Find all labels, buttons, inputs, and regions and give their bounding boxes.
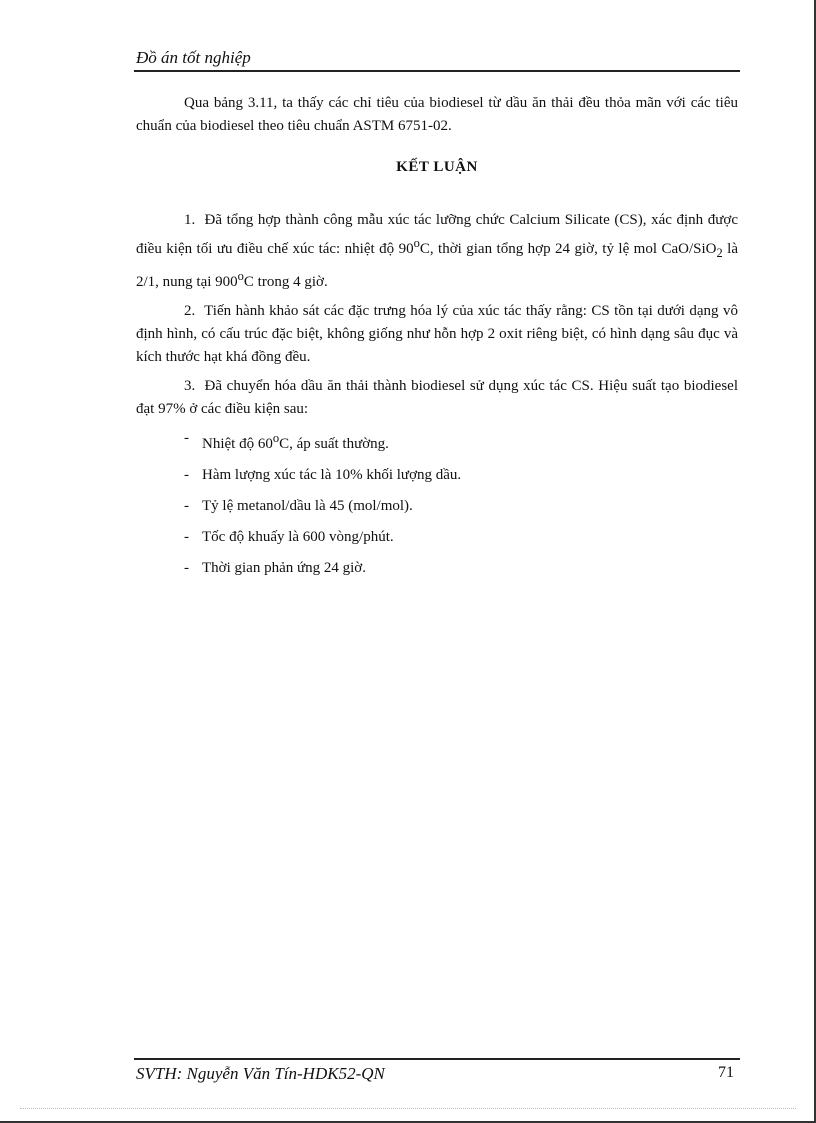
condition-item <box>136 427 738 456</box>
superscript-o: o <box>237 269 244 283</box>
footer-author: SVTH: Nguyễn Văn Tín-HDK52-QN <box>136 1064 385 1083</box>
conclusion-item-1 <box>136 209 738 294</box>
condition-item <box>136 495 738 518</box>
condition-text-part: Nhiệt độ 60 <box>202 436 273 452</box>
page-content <box>136 92 738 588</box>
header-title: Đồ án tốt nghiệp <box>136 48 251 67</box>
item-text: Đã chuyển hóa dầu ăn thải thành biodiesel sử dụng xúc tác CS. Hiệu suất tạo biodiesel đạt 97% ở các điều kiện sau: <box>136 378 738 417</box>
condition-item <box>136 557 738 580</box>
superscript-o: o <box>272 431 280 445</box>
item-text-part: C, thời gian tổng hợp 24 giờ, tỷ lệ mol CaO/SiO <box>419 241 717 257</box>
condition-text: Hàm lượng xúc tác là 10% khối lượng dầu. <box>202 467 462 483</box>
item-text-part: Đã tổng hợp thành công mẫu xúc tác lưỡng chức Calcium Silicate (CS), xác định được điều kiện tối ưu điều chế xúc tác: nhiệt độ 90 <box>136 212 739 257</box>
item-number: 3. <box>184 378 196 394</box>
page-number: 71 <box>718 1064 734 1081</box>
conclusion-item-3 <box>136 375 738 421</box>
intro-paragraph: Qua bảng 3.11, ta thấy các chỉ tiêu của biodiesel từ dầu ăn thải đều thỏa mãn với các tiêu chuẩn của biodiesel theo tiêu chuẩn ASTM 6751-02. <box>136 95 738 134</box>
condition-item <box>136 464 738 487</box>
subscript-2: 2 <box>716 246 723 260</box>
condition-text-part: C, áp suất thường. <box>279 436 389 452</box>
item-number: 2. <box>184 303 196 319</box>
page-bottom-dotted-line <box>20 1108 796 1109</box>
header-rule <box>134 70 740 72</box>
condition-text: Thời gian phản ứng 24 giờ. <box>202 560 366 576</box>
item-text: Tiến hành khảo sát các đặc trưng hóa lý của xúc tác thấy rằng: CS tồn tại dưới dạng vô định hình, có cấu trúc đặc biệt, không giống như hỗn hợp 2 oxit riêng biệt, có hình dạng sâu đục và kích thước hạt khá đồng đều. <box>136 303 739 365</box>
list-dash: - <box>184 529 189 545</box>
condition-text <box>202 427 738 456</box>
list-dash: - <box>184 430 189 446</box>
list-dash: - <box>184 498 189 514</box>
list-dash: - <box>184 560 189 576</box>
condition-text: Tỷ lệ metanol/dầu là 45 (mol/mol). <box>202 498 413 514</box>
item-text-part: là 2/1, nung tại 900 <box>136 241 738 290</box>
footer-rule <box>134 1058 740 1060</box>
condition-item <box>136 526 738 549</box>
conditions-list <box>136 427 738 580</box>
item-number: 1. <box>184 212 196 228</box>
section-heading: KẾT LUẬN <box>396 159 478 175</box>
item-text-part: C trong 4 giờ. <box>243 274 328 290</box>
superscript-o: o <box>413 236 420 250</box>
conclusion-item-2 <box>136 300 738 369</box>
list-dash: - <box>184 467 189 483</box>
condition-text: Tốc độ khuấy là 600 vòng/phút. <box>202 529 394 545</box>
